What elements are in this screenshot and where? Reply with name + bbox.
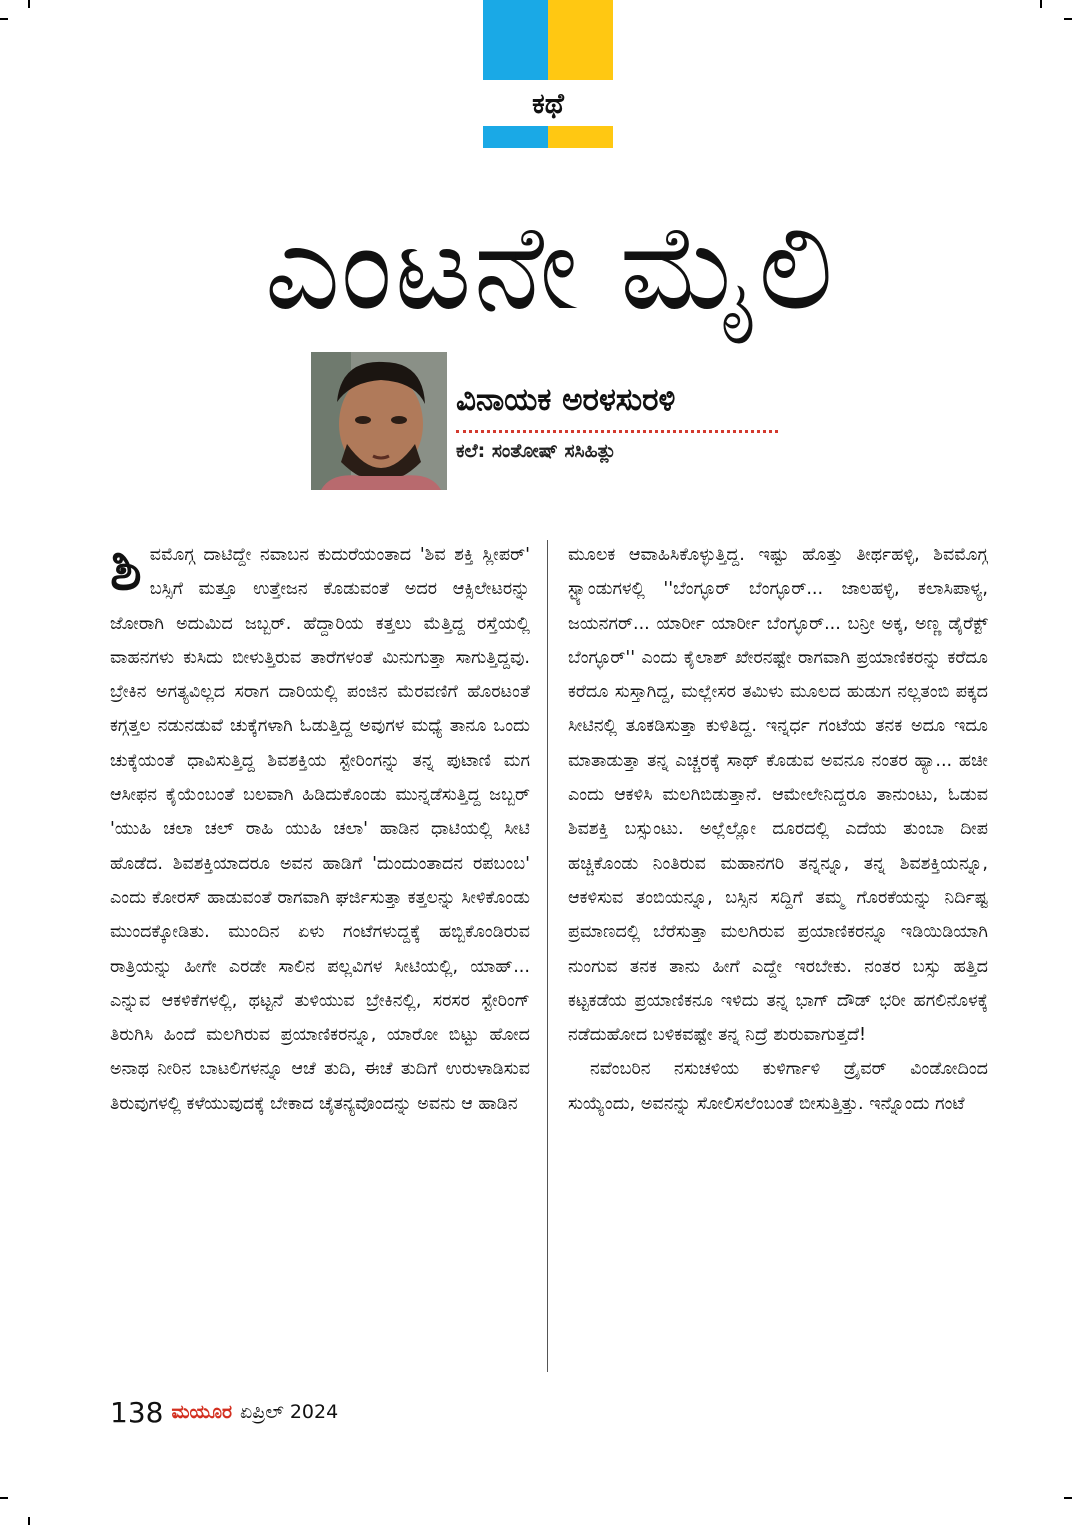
crop-mark — [1040, 0, 1042, 8]
paragraph — [110, 538, 530, 1121]
section-block-yellow-top — [548, 0, 613, 80]
artist-credit: ಕಲೆ: ಸಂತೋಷ್ ಸಸಿಹಿತ್ಲು — [456, 440, 617, 462]
section-block-yellow-bottom — [548, 126, 613, 148]
crop-mark — [0, 18, 8, 20]
article-column-2 — [568, 538, 988, 1373]
section-block-blue-top — [483, 0, 548, 80]
dotted-rule — [456, 430, 778, 433]
magazine-logo: ಮಯೂರ — [171, 1401, 233, 1423]
crop-mark — [0, 1497, 8, 1499]
story-title: ಎಂಟನೇ ಮೈಲಿ — [264, 198, 836, 336]
crop-mark — [28, 1517, 30, 1525]
issue-date: ಏಪ್ರಿಲ್ 2024 — [240, 1401, 339, 1423]
drop-cap: ಶಿ — [110, 538, 142, 603]
section-block-blue-bottom — [483, 126, 548, 148]
author-photo — [311, 352, 447, 490]
page-number: 138 — [110, 1395, 164, 1429]
paragraph: ನವೆಂಬರಿನ ನಸುಚಳಿಯ ಕುಳಿರ್ಗಾಳಿ ಡ್ರೈವರ್ ವಿಂಡೋದಿಂದ ಸುಯ್ಯೆಂದು, ಅವನನ್ನು ಸೋಲಿಸಲೆಂಬಂತೆ ಬೀಸುತ್ತಿತ್ತು. ಇನ್ನೊಂದು ಗಂಟೆ — [568, 1059, 988, 1114]
page-footer — [110, 1390, 338, 1434]
paragraph: ಮೂಲಕ ಆವಾಹಿಸಿಕೊಳ್ಳುತ್ತಿದ್ದ. ಇಷ್ಟು ಹೊತ್ತು ತೀರ್ಥಹಳ್ಳಿ, ಶಿವಮೊಗ್ಗ ಸ್ಟ್ಯಾಂಡುಗಳಲ್ಲಿ ''ಬೆಂಗ್ಳೂರ್ ಬೆಂಗ್ಳೂರ್... ಜಾಲಹಳ್ಳಿ, ಕಲಾಸಿಪಾಳ್ಯ, ಜಯನಗರ್... ಯಾರ್ರೀ ಯಾರ್ರೀ ಬೆಂಗ್ಳೂರ್... ಬನ್ರೀ ಅಕ್ಕ, ಅಣ್ಣ ಡೈರೆಕ್ಟ್ ಬೆಂಗ್ಳೂರ್'' ಎಂದು ಕೈಲಾಶ್ ಖೇರನಷ್ಟೇ ರಾಗವಾಗಿ ಪ್ರಯಾಣಿಕರನ್ನು ಕರೆದೂ ಕರೆದೂ ಸುಸ್ತಾಗಿದ್ದ, ಮಲ್ಲೇಸರ ತಮಿಳು ಮೂಲದ ಹುಡುಗ ನಲ್ಲತಂಬಿ ಪಕ್ಕದ ಸೀಟಿನಲ್ಲಿ ತೂಕಡಿಸುತ್ತಾ ಕುಳಿತಿದ್ದ. ಇನ್ನರ್ಧ ಗಂಟೆಯ ತನಕ ಅದೂ ಇದೂ ಮಾತಾಡುತ್ತಾ ತನ್ನ ಎಚ್ಚರಕ್ಕೆ ಸಾಥ್ ಕೊಡುವ ಅವನೂ ನಂತರ ಹ್ಯಾ... ಹಚೀ ಎಂದು ಆಕಳಿಸಿ ಮಲಗಿಬಿಡುತ್ತಾನೆ. ಆಮೇಲೇನಿದ್ದರೂ ತಾನುಂಟು, ಓಡುವ ಶಿವಶಕ್ತಿ ಬಸ್ಸುಂಟು. ಅಲ್ಲೆಲ್ಲೋ ದೂರದಲ್ಲಿ ಎದೆಯ ತುಂಬಾ ದೀಪ ಹಚ್ಚಿಕೊಂಡು ನಿಂತಿರುವ ಮಹಾನಗರಿ ತನ್ನನ್ನೂ, ತನ್ನ ಶಿವಶಕ್ತಿಯನ್ನೂ, ಆಕಳಿಸುವ ತಂಬಿಯನ್ನೂ, ಬಸ್ಸಿನ ಸದ್ದಿಗೆ ತಮ್ಮ ಗೊರಕೆಯನ್ನು ನಿರ್ದಿಷ್ಟ ಪ್ರಮಾಣದಲ್ಲಿ ಬೆರೆಸುತ್ತಾ ಮಲಗಿರುವ ಪ್ರಯಾಣಿಕರನ್ನೂ ಇಡಿಯಿಡಿಯಾಗಿ ನುಂಗುವ ತನಕ ತಾನು ಹೀಗೆ ಎದ್ದೇ ಇರಬೇಕು. ನಂತರ ಬಸ್ಸು ಹತ್ತಿದ ಕಟ್ಟಕಡೆಯ ಪ್ರಯಾಣಿಕನೂ ಇಳಿದು ತನ್ನ ಭಾಗ್ ದೌಡ್ ಭರೀ ಹಗಲಿನೊಳಕ್ಕೆ ನಡೆದುಹೋದ ಬಳಿಕವಷ್ಟೇ ತನ್ನ ನಿದ್ರೆ ಶುರುವಾಗುತ್ತದೆ! — [568, 545, 988, 1046]
crop-mark — [1064, 1497, 1072, 1499]
crop-mark — [28, 0, 30, 8]
crop-mark — [1064, 18, 1072, 20]
paragraph-text: ವಮೊಗ್ಗ ದಾಟಿದ್ದೇ ನವಾಬನ ಕುದುರೆಯಂತಾದ 'ಶಿವ ಶಕ್ತಿ ಸ್ಲೀಪರ್' ಬಸ್ಸಿಗೆ ಮತ್ತೂ ಉತ್ತೇಜನ ಕೊಡುವಂತೆ ಅದರ ಆಕ್ಸಿಲೇಟರನ್ನು ಜೋರಾಗಿ ಅದುಮಿದ ಜಬ್ಬರ್. ಹೆದ್ದಾರಿಯ ಕತ್ತಲು ಮೆತ್ತಿದ್ದ ರಸ್ತೆಯಲ್ಲಿ ವಾಹನಗಳು ಕುಸಿದು ಬೀಳುತ್ತಿರುವ ತಾರೆಗಳಂತೆ ಮಿನುಗುತ್ತಾ ಸಾಗುತ್ತಿದ್ದವು. ಬ್ರೇಕಿನ ಅಗತ್ಯವಿಲ್ಲದ ಸರಾಗ ದಾರಿಯಲ್ಲಿ ಪಂಜಿನ ಮೆರವಣಿಗೆ ಹೊರಟಂತೆ ಕಗ್ಗತ್ತಲ ನಡುನಡುವೆ ಚುಕ್ಕೆಗಳಾಗಿ ಓಡುತ್ತಿದ್ದ ಅವುಗಳ ಮಧ್ಯೆ ತಾನೂ ಒಂದು ಚುಕ್ಕೆಯಂತೆ ಧಾವಿಸುತ್ತಿದ್ದ ಶಿವಶಕ್ತಿಯ ಸ್ಟೇರಿಂಗನ್ನು ತನ್ನ ಪುಟಾಣಿ ಮಗ ಆಸೀಫನ ಕೈಯೆಂಬಂತೆ ಬಲವಾಗಿ ಹಿಡಿದುಕೊಂಡು ಮುನ್ನಡೆಸುತ್ತಿದ್ದ ಜಬ್ಬರ್ 'ಯುಹಿ ಚಲಾ ಚಲ್ ರಾಹಿ ಯುಹಿ ಚಲಾ' ಹಾಡಿನ ಧಾಟಿಯಲ್ಲಿ ಸೀಟಿ ಹೊಡೆದ. ಶಿವಶಕ್ತಿಯಾದರೂ ಅವನ ಹಾಡಿಗೆ 'ದುಂದುಂತಾದನ ರಪಬಂಬ' ಎಂದು ಕೋರಸ್ ಹಾಡುವಂತೆ ರಾಗವಾಗಿ ಘರ್ಜಿಸುತ್ತಾ ಕತ್ತಲನ್ನು ಸೀಳಿಕೊಂಡು ಮುಂದಕ್ಕೋಡಿತು. ಮುಂದಿನ ಏಳು ಗಂಟೆಗಳುದ್ದಕ್ಕೆ ಹಬ್ಬಿಕೊಂಡಿರುವ ರಾತ್ರಿಯನ್ನು ಹೀಗೇ ಎರಡೇ ಸಾಲಿನ ಪಲ್ಲವಿಗಳ ಸೀಟಿಯಲ್ಲಿ, ಯಾಹ್... ಎನ್ನುವ ಆಕಳಿಕೆಗಳಲ್ಲಿ, ಥಟ್ಟನೆ ತುಳಿಯುವ ಬ್ರೇಕಿನಲ್ಲಿ, ಸರಸರ ಸ್ಟೇರಿಂಗ್ ತಿರುಗಿಸಿ ಹಿಂದೆ ಮಲಗಿರುವ ಪ್ರಯಾಣಿಕರನ್ನೂ, ಯಾರೋ ಬಿಟ್ಟು ಹೋದ ಅನಾಥ ನೀರಿನ ಬಾಟಲಿಗಳನ್ನೂ ಆಚೆ ತುದಿ, ಈಚೆ ತುದಿಗೆ ಉರುಳಾಡಿಸುವ ತಿರುವುಗಳಲ್ಲಿ ಕಳೆಯುವುದಕ್ಕೆ ಬೇಕಾದ ಚೈತನ್ಯವೊಂದನ್ನು ಅವನು ಆ ಹಾಡಿನ — [110, 545, 530, 1114]
author-name: ವಿನಾಯಕ ಅರಳಸುರಳಿ — [456, 382, 676, 418]
column-divider — [547, 540, 548, 1372]
article-column-1 — [110, 538, 530, 1373]
section-label: ಕಥೆ — [532, 87, 564, 120]
